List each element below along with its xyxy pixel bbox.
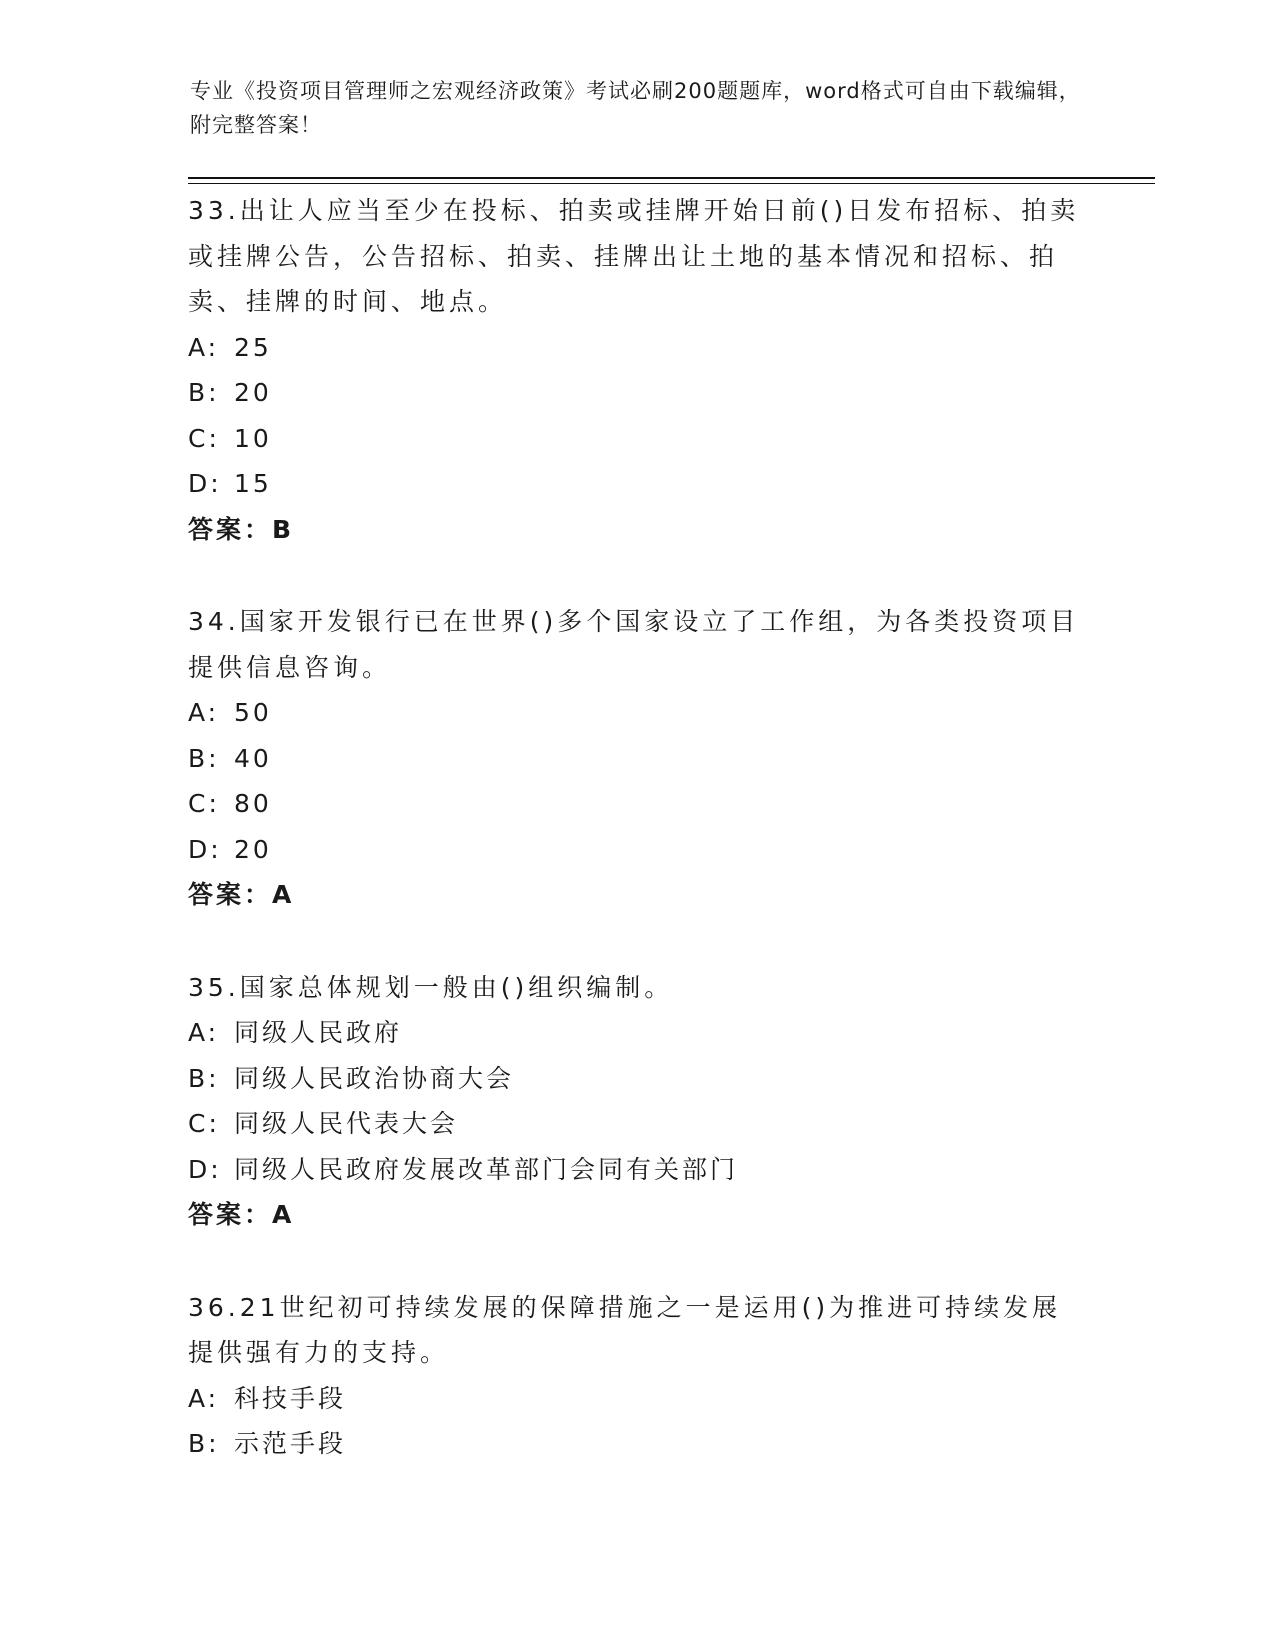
option-b [188, 370, 1088, 416]
option-a [188, 1376, 1088, 1422]
answer-value: A [272, 1200, 293, 1229]
answer-label: 答案： [188, 514, 273, 544]
question-stem: 34.国家开发银行已在世界()多个国家设立了工作组，为各类投资项目提供信息咨询。 [188, 607, 1080, 682]
option-letter: C: [188, 1109, 220, 1138]
option-text: 80 [234, 789, 272, 818]
option-letter: B: [188, 743, 220, 773]
option-a [188, 1010, 1088, 1056]
answer-line [188, 507, 1088, 553]
question-list [188, 188, 1088, 1514]
question-36 [188, 1285, 1088, 1467]
option-a [188, 690, 1088, 736]
option-text: 同级人民政府 [234, 1018, 403, 1047]
option-a [188, 325, 1088, 371]
question-stem: 36.21世纪初可持续发展的保障措施之一是运用()为推进可持续发展提供强有力的支持。 [188, 1292, 1062, 1367]
option-text: 10 [234, 423, 272, 453]
answer-value: B [272, 514, 293, 544]
answer-line [188, 872, 1088, 918]
question-33 [188, 188, 1088, 552]
answer-line [188, 1192, 1088, 1238]
option-b [188, 1056, 1088, 1102]
option-letter: B: [188, 378, 220, 407]
option-text: 同级人民政治协商大会 [234, 1063, 515, 1093]
option-letter: B: [188, 1429, 220, 1458]
option-d [188, 461, 1088, 507]
option-letter: A: [188, 1018, 220, 1047]
option-b [188, 736, 1088, 782]
answer-label: 答案： [188, 1200, 273, 1229]
option-text: 40 [234, 743, 272, 773]
option-c [188, 781, 1088, 827]
document-intro: 专业《投资项目管理师之宏观经济政策》考试必刷200题题库，word格式可自由下载编辑，附完整答案！ [190, 79, 1081, 137]
question-34 [188, 599, 1088, 918]
option-c [188, 1101, 1088, 1147]
option-text: 同级人民政府发展改革部门会同有关部门 [234, 1154, 739, 1184]
header-divider-thin [188, 183, 1155, 184]
answer-value: A [272, 880, 293, 909]
option-letter: C: [188, 423, 220, 453]
question-stem: 33.出让人应当至少在投标、拍卖或挂牌开始日前()日发布招标、拍卖或挂牌公告，公告招标、拍卖、挂牌出让土地的基本情况和招标、拍卖、挂牌的时间、地点。 [188, 196, 1080, 316]
option-letter: B: [188, 1063, 220, 1093]
option-letter: C: [188, 789, 220, 818]
option-letter: A: [188, 698, 220, 727]
option-text: 20 [234, 378, 272, 407]
option-b [188, 1421, 1088, 1467]
option-text: 25 [234, 332, 272, 362]
header-divider-thick [188, 177, 1155, 179]
option-text: 同级人民代表大会 [234, 1109, 459, 1138]
option-text: 50 [234, 698, 272, 727]
question-35 [188, 965, 1088, 1238]
answer-label: 答案： [188, 880, 273, 909]
option-letter: D: [188, 469, 222, 498]
option-c [188, 416, 1088, 462]
question-stem: 35.国家总体规划一般由()组织编制。 [188, 972, 674, 1002]
option-letter: A: [188, 332, 220, 362]
option-text: 科技手段 [234, 1383, 347, 1413]
option-letter: D: [188, 834, 222, 864]
option-text: 15 [234, 469, 272, 498]
option-d [188, 1147, 1088, 1193]
option-text: 20 [234, 834, 272, 864]
option-d [188, 827, 1088, 873]
option-letter: A: [188, 1383, 220, 1413]
option-text: 示范手段 [234, 1429, 347, 1458]
option-letter: D: [188, 1154, 222, 1184]
